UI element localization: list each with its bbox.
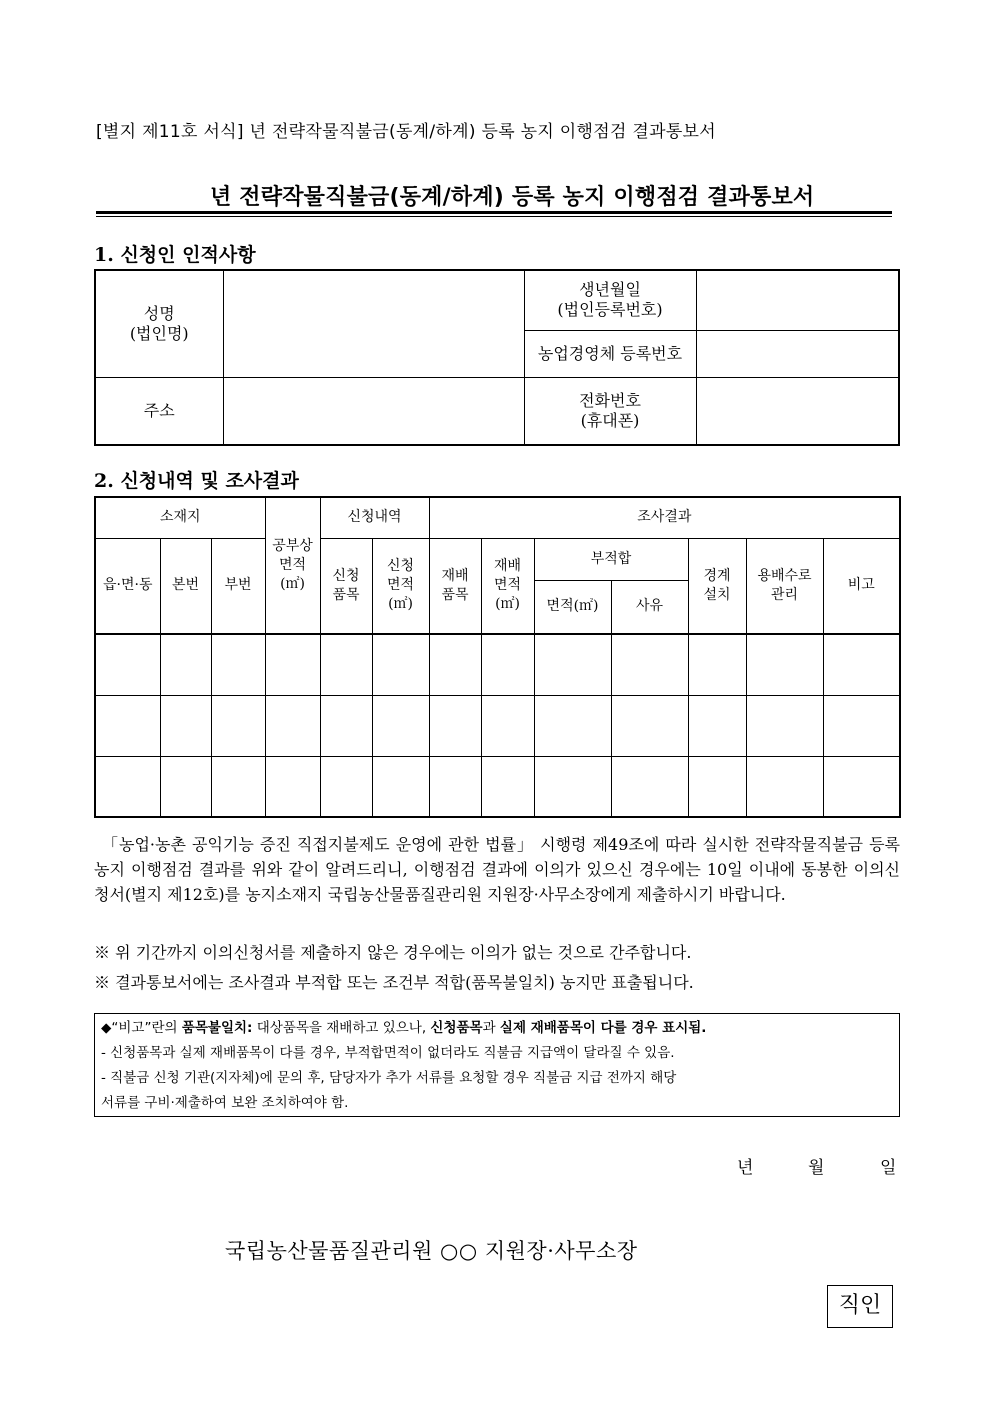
table-cell[interactable] xyxy=(95,634,160,695)
header-remarks: 비고 xyxy=(823,538,900,634)
table-cell[interactable] xyxy=(160,634,211,695)
birth-label-line2: (법인등록번호) xyxy=(557,300,663,320)
note-scope: ※ 결과통보서에는 조사결과 부적합 또는 조건부 적합(품목불일치) 농지만 표출됩니다. xyxy=(94,973,694,992)
table-cell[interactable] xyxy=(160,756,211,817)
header-waterway xyxy=(746,538,823,634)
table-cell[interactable] xyxy=(95,695,160,756)
table-cell[interactable] xyxy=(429,634,481,695)
table-row xyxy=(95,695,900,756)
table-cell[interactable] xyxy=(823,695,900,756)
diamond-bullet-icon: ◆ xyxy=(101,1020,112,1036)
app-area-line2: 면적 xyxy=(387,577,415,594)
table-cell[interactable] xyxy=(746,756,823,817)
name-label-line2: (법인명) xyxy=(129,323,189,343)
cult-area-line3: (㎡) xyxy=(495,596,521,613)
table-cell[interactable] xyxy=(265,756,320,817)
table-cell[interactable] xyxy=(746,634,823,695)
cult-area-line1: 재배 xyxy=(494,558,522,575)
body-paragraph: 「농업·농촌 공익기능 증진 직접지불제도 운영에 관한 법률」 시행령 제49조에 따라 실시한 전략작물직불금 등록 농지 이행점검 결과를 위와 같이 알려드리니, 이행점검 결과에 이의가 있으신 경우에는 10일 이내에 동봉한 이의신청서(별지 제12호)를 농지소재지 국립농산물품질관리원 지원장·사무소장에게 제출하시기 바랍니다. xyxy=(94,835,900,904)
notice-line-4: 서류를 구비·제출하여 보완 조치하여야 함. xyxy=(101,1095,349,1111)
name-field[interactable] xyxy=(223,270,524,377)
table-cell[interactable] xyxy=(211,634,265,695)
table-cell[interactable] xyxy=(372,695,429,756)
table-cell[interactable] xyxy=(320,634,372,695)
table-cell[interactable] xyxy=(265,634,320,695)
header-survey: 조사결과 xyxy=(429,497,900,538)
notice-bold-term: 실제 재배품목이 다를 경우 표시됨. xyxy=(499,1020,707,1036)
date-month: 월 xyxy=(808,1158,825,1178)
table-cell[interactable] xyxy=(688,634,746,695)
phone-label-line2: (휴대폰) xyxy=(580,410,640,430)
header-location: 소재지 xyxy=(95,497,265,538)
birth-label xyxy=(524,270,696,330)
phone-field[interactable] xyxy=(696,377,899,445)
boundary-line1: 경계 xyxy=(703,567,731,584)
header-nc-reason: 사유 xyxy=(611,580,688,634)
app-area-line3: (㎡) xyxy=(388,596,413,613)
header-main-no: 본번 xyxy=(160,538,211,634)
table-cell[interactable] xyxy=(481,756,534,817)
farm-reg-field[interactable] xyxy=(696,330,899,377)
table-cell[interactable] xyxy=(823,756,900,817)
farm-reg-label: 농업경영체 등록번호 xyxy=(524,330,696,377)
table-cell[interactable] xyxy=(481,695,534,756)
header-eup: 읍·면·동 xyxy=(95,538,160,634)
table-cell[interactable] xyxy=(265,695,320,756)
notice-text: “비고”란의 xyxy=(111,1020,182,1036)
notice-line-1 xyxy=(101,1016,893,1041)
public-area-line1: 공부상 xyxy=(272,538,313,554)
table-cell[interactable] xyxy=(746,695,823,756)
header-cult-area xyxy=(481,538,534,634)
name-label xyxy=(95,270,223,377)
table-cell[interactable] xyxy=(211,695,265,756)
notice-bold-term: 품목불일치: xyxy=(181,1020,253,1036)
phone-label-line1: 전화번호 xyxy=(579,390,641,410)
app-area-line1: 신청 xyxy=(387,558,415,575)
table-cell[interactable] xyxy=(534,634,611,695)
page-title: 년 전략작물직불금(동계/하계) 등록 농지 이행점검 결과통보서 xyxy=(210,185,815,210)
notice-line-2: - 신청품목과 실제 재배품목이 다를 경우, 부적합면적이 없더라도 직불금 지급액이 달라질 수 있음. xyxy=(101,1045,675,1061)
header-public-area xyxy=(265,497,320,634)
waterway-line1: 용배수로 xyxy=(757,567,812,584)
form-reference: [별지 제11호 서식] 년 전략작물직불금(동계/하계) 등록 농지 이행점검 결과통보서 xyxy=(96,122,716,142)
table-row xyxy=(95,634,900,695)
table-cell[interactable] xyxy=(688,756,746,817)
address-label: 주소 xyxy=(95,377,223,445)
notice-text: 대상품목을 재배하고 있으나, xyxy=(252,1020,431,1036)
header-sub-no: 부번 xyxy=(211,538,265,634)
table-cell[interactable] xyxy=(320,756,372,817)
cult-area-line2: 면적 xyxy=(494,577,522,594)
notice-bold-term: 신청품목 xyxy=(430,1020,483,1036)
table-cell[interactable] xyxy=(429,756,481,817)
date-day: 일 xyxy=(880,1158,897,1178)
birth-label-line1: 생년월일 xyxy=(579,280,641,300)
table-cell[interactable] xyxy=(534,695,611,756)
public-area-line2: 면적 xyxy=(279,557,307,573)
survey-result-table xyxy=(94,496,901,818)
note-deadline: ※ 위 기간까지 이의신청서를 제출하지 않은 경우에는 이의가 없는 것으로 간주합니다. xyxy=(94,943,692,962)
table-cell[interactable] xyxy=(611,756,688,817)
address-field[interactable] xyxy=(223,377,524,445)
notice-line-3: - 직불금 신청 기관(지자체)에 문의 후, 담당자가 추가 서류를 요청할 경우 직불금 지급 전까지 해당 xyxy=(101,1070,677,1086)
public-area-line3: (㎡) xyxy=(280,576,305,592)
cult-item-line2: 품목 xyxy=(441,586,469,603)
table-cell[interactable] xyxy=(429,695,481,756)
boundary-line2: 설치 xyxy=(703,586,731,603)
official-seal: 직인 xyxy=(827,1285,893,1328)
table-cell[interactable] xyxy=(481,634,534,695)
app-item-line1: 신청 xyxy=(332,567,360,584)
birth-field[interactable] xyxy=(696,270,899,330)
name-label-line1: 성명 xyxy=(143,303,175,323)
table-cell[interactable] xyxy=(372,756,429,817)
table-cell[interactable] xyxy=(611,634,688,695)
table-cell[interactable] xyxy=(95,756,160,817)
table-cell[interactable] xyxy=(160,695,211,756)
header-app-area xyxy=(372,538,429,634)
notice-box xyxy=(94,1013,900,1117)
title-underline xyxy=(96,211,892,214)
header-nc-area: 면적(㎡) xyxy=(534,580,611,634)
issuer-name: 국립농산물품질관리원 ○○ 지원장·사무소장 xyxy=(225,1239,638,1263)
table-cell[interactable] xyxy=(611,695,688,756)
header-cult-item xyxy=(429,538,481,634)
header-nonconform: 부적합 xyxy=(534,538,688,580)
header-app-item xyxy=(320,538,372,634)
table-row xyxy=(95,756,900,817)
section2-heading: 2. 신청내역 및 조사결과 xyxy=(94,470,299,492)
table-cell[interactable] xyxy=(211,756,265,817)
waterway-line2: 관리 xyxy=(771,586,799,603)
section1-heading: 1. 신청인 인적사항 xyxy=(94,244,256,266)
app-item-line2: 품목 xyxy=(332,586,360,603)
notice-text: 과 xyxy=(482,1020,500,1036)
cult-item-line1: 재배 xyxy=(441,567,469,584)
table-cell[interactable] xyxy=(372,634,429,695)
header-application: 신청내역 xyxy=(320,497,429,538)
date-year: 년 xyxy=(737,1158,754,1178)
table-cell[interactable] xyxy=(320,695,372,756)
title-underline-thin xyxy=(96,216,892,217)
table-cell[interactable] xyxy=(688,695,746,756)
phone-label xyxy=(524,377,696,445)
table-cell[interactable] xyxy=(534,756,611,817)
header-boundary xyxy=(688,538,746,634)
applicant-info-table xyxy=(94,269,900,446)
table-cell[interactable] xyxy=(823,634,900,695)
